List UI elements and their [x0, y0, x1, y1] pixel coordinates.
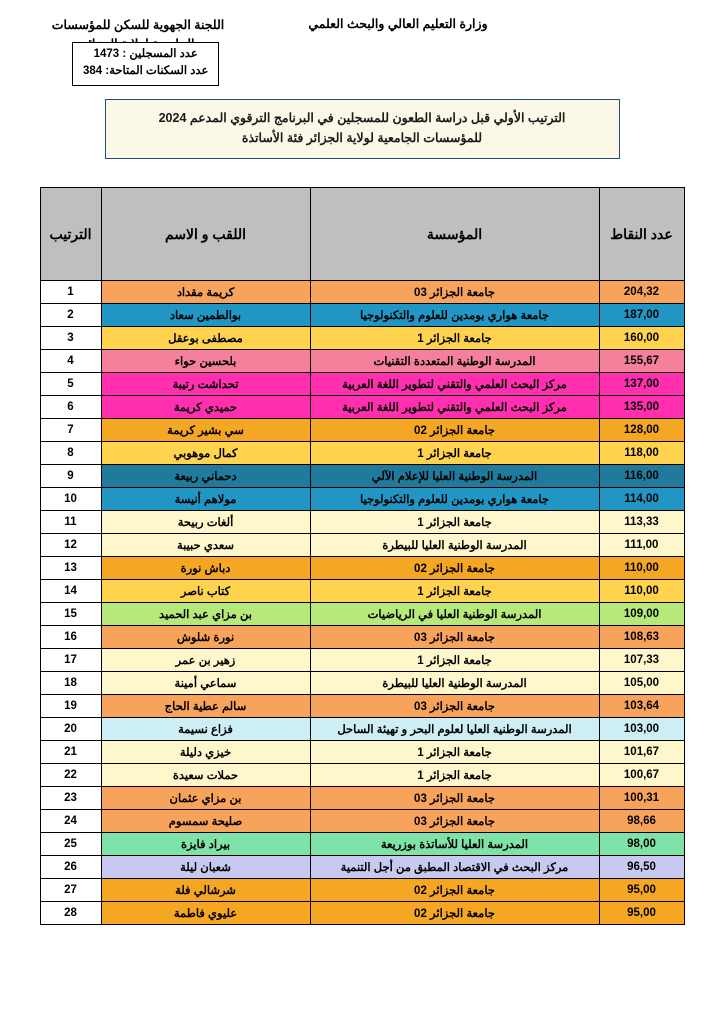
cell-points: 107,33	[599, 649, 684, 672]
table-row	[40, 304, 684, 327]
cell-points: 100,67	[599, 764, 684, 787]
table-row	[40, 373, 684, 396]
cell-institution: المدرسة الوطنية العليا للإعلام الآلي	[310, 465, 599, 488]
table-row	[40, 764, 684, 787]
cell-institution: جامعة الجزائر 02	[310, 902, 599, 925]
cell-rank: 8	[40, 442, 101, 465]
cell-institution: جامعة الجزائر 1	[310, 511, 599, 534]
cell-institution: مركز البحث العلمي والتقني لتطوير اللغة العربية	[310, 373, 599, 396]
cell-points: 109,00	[599, 603, 684, 626]
table-row	[40, 534, 684, 557]
table-row	[40, 787, 684, 810]
column-header-points: عدد النقاط	[599, 188, 684, 281]
cell-rank: 15	[40, 603, 101, 626]
ministry-heading: وزارة التعليم العالي والبحث العلمي	[308, 17, 488, 31]
table-row	[40, 557, 684, 580]
cell-name: كتاب ناصر	[101, 580, 310, 603]
cell-points: 137,00	[599, 373, 684, 396]
cell-institution: المدرسة الوطنية المتعددة التقنيات	[310, 350, 599, 373]
table-row	[40, 649, 684, 672]
cell-rank: 12	[40, 534, 101, 557]
cell-institution: جامعة الجزائر 03	[310, 810, 599, 833]
cell-name: شعبان ليلة	[101, 856, 310, 879]
cell-name: مصطفى بوعقل	[101, 327, 310, 350]
cell-name: تحداشت رتيبة	[101, 373, 310, 396]
committee-line-1: اللجنة الجهوية للسكن للمؤسسات	[51, 18, 225, 32]
cell-name: ألغات ربيحة	[101, 511, 310, 534]
cell-institution: جامعة الجزائر 03	[310, 281, 599, 304]
cell-institution: مركز البحث العلمي والتقني لتطوير اللغة العربية	[310, 396, 599, 419]
table-body	[40, 281, 684, 925]
table-row	[40, 718, 684, 741]
table-row	[40, 419, 684, 442]
cell-rank: 21	[40, 741, 101, 764]
cell-rank: 28	[40, 902, 101, 925]
cell-institution: جامعة الجزائر 1	[310, 580, 599, 603]
table-row	[40, 672, 684, 695]
table-row	[40, 603, 684, 626]
cell-rank: 17	[40, 649, 101, 672]
table-row	[40, 350, 684, 373]
table-row	[40, 580, 684, 603]
cell-institution: جامعة الجزائر 02	[310, 557, 599, 580]
cell-points: 95,00	[599, 879, 684, 902]
column-header-rank: الترتيب	[40, 188, 101, 281]
table-row	[40, 833, 684, 856]
table-row	[40, 741, 684, 764]
registered-count: عدد المسجلين : 1473	[93, 48, 198, 60]
cell-points: 111,00	[599, 534, 684, 557]
table-row	[40, 465, 684, 488]
available-count: عدد السكنات المتاحة: 384	[83, 65, 209, 78]
table-row	[40, 879, 684, 902]
cell-name: بوالطمين سعاد	[101, 304, 310, 327]
cell-name: سماعي أمينة	[101, 672, 310, 695]
cell-rank: 5	[40, 373, 101, 396]
table-row	[40, 902, 684, 925]
cell-rank: 2	[40, 304, 101, 327]
cell-rank: 25	[40, 833, 101, 856]
cell-rank: 1	[40, 281, 101, 304]
cell-institution: جامعة الجزائر 1	[310, 649, 599, 672]
cell-points: 116,00	[599, 465, 684, 488]
cell-rank: 20	[40, 718, 101, 741]
cell-rank: 19	[40, 695, 101, 718]
cell-points: 95,00	[599, 902, 684, 925]
cell-name: حملات سعيدة	[101, 764, 310, 787]
cell-points: 118,00	[599, 442, 684, 465]
table-row	[40, 695, 684, 718]
cell-points: 108,63	[599, 626, 684, 649]
table-row	[40, 810, 684, 833]
cell-points: 204,32	[599, 281, 684, 304]
cell-institution: جامعة هواري بومدين للعلوم والتكنولوجيا	[310, 488, 599, 511]
table-row	[40, 511, 684, 534]
table-header	[40, 188, 684, 281]
cell-rank: 18	[40, 672, 101, 695]
cell-rank: 4	[40, 350, 101, 373]
cell-points: 160,00	[599, 327, 684, 350]
cell-rank: 11	[40, 511, 101, 534]
cell-name: دباش نورة	[101, 557, 310, 580]
cell-points: 113,33	[599, 511, 684, 534]
cell-points: 96,50	[599, 856, 684, 879]
cell-institution: مركز البحث في الاقتصاد المطبق من أجل التنمية	[310, 856, 599, 879]
cell-rank: 23	[40, 787, 101, 810]
cell-institution: المدرسة الوطنية العليا في الرياضيات	[310, 603, 599, 626]
cell-rank: 14	[40, 580, 101, 603]
cell-institution: جامعة الجزائر 1	[310, 764, 599, 787]
cell-points: 155,67	[599, 350, 684, 373]
cell-rank: 9	[40, 465, 101, 488]
cell-points: 110,00	[599, 557, 684, 580]
cell-institution: جامعة الجزائر 1	[310, 327, 599, 350]
cell-rank: 22	[40, 764, 101, 787]
cell-name: عليوي فاطمة	[101, 902, 310, 925]
counts-box	[72, 42, 219, 86]
table-row	[40, 327, 684, 350]
column-header-institution: المؤسسة	[310, 188, 599, 281]
table-row	[40, 396, 684, 419]
cell-name: صليحة سمسوم	[101, 810, 310, 833]
title-line-1: الترتيب الأولي قبل دراسة الطعون للمسجلين في البرنامج الترقوي المدعم 2024	[158, 110, 566, 125]
table-row	[40, 626, 684, 649]
cell-institution: جامعة الجزائر 1	[310, 741, 599, 764]
cell-points: 135,00	[599, 396, 684, 419]
cell-rank: 7	[40, 419, 101, 442]
cell-points: 101,67	[599, 741, 684, 764]
cell-name: حميدي كريمة	[101, 396, 310, 419]
cell-name: خيزي دليلة	[101, 741, 310, 764]
table-row	[40, 281, 684, 304]
cell-points: 100,31	[599, 787, 684, 810]
cell-points: 114,00	[599, 488, 684, 511]
cell-institution: جامعة الجزائر 03	[310, 695, 599, 718]
cell-points: 187,00	[599, 304, 684, 327]
table-header-row	[40, 188, 684, 281]
cell-name: دحماني ربيعة	[101, 465, 310, 488]
cell-points: 110,00	[599, 580, 684, 603]
cell-rank: 24	[40, 810, 101, 833]
table-row	[40, 488, 684, 511]
cell-points: 105,00	[599, 672, 684, 695]
cell-rank: 26	[40, 856, 101, 879]
cell-name: مولاهم أنيسة	[101, 488, 310, 511]
cell-rank: 13	[40, 557, 101, 580]
table-row	[40, 442, 684, 465]
column-header-name: اللقب و الاسم	[101, 188, 310, 281]
title-line-2: للمؤسسات الجامعية لولاية الجزائر فئة الأساتذة	[241, 131, 483, 146]
cell-points: 128,00	[599, 419, 684, 442]
cell-name: بن مزاي عبد الحميد	[101, 603, 310, 626]
cell-points: 98,66	[599, 810, 684, 833]
cell-name: كريمة مقداد	[101, 281, 310, 304]
cell-institution: المدرسة الوطنية العليا لعلوم البحر و تهيئة الساحل	[310, 718, 599, 741]
cell-institution: جامعة هواري بومدين للعلوم والتكنولوجيا	[310, 304, 599, 327]
cell-institution: جامعة الجزائر 03	[310, 626, 599, 649]
cell-name: سالم عطية الحاج	[101, 695, 310, 718]
cell-name: بيراد فايزة	[101, 833, 310, 856]
cell-rank: 27	[40, 879, 101, 902]
cell-name: زهير بن عمر	[101, 649, 310, 672]
cell-name: بلحسين حواء	[101, 350, 310, 373]
cell-institution: المدرسة العليا للأساتذة بوزريعة	[310, 833, 599, 856]
cell-points: 103,00	[599, 718, 684, 741]
title-box	[105, 99, 620, 159]
cell-rank: 16	[40, 626, 101, 649]
cell-rank: 3	[40, 327, 101, 350]
cell-institution: المدرسة الوطنية العليا للبيطرة	[310, 534, 599, 557]
cell-name: سعدي حبيبة	[101, 534, 310, 557]
cell-name: شرشالي فلة	[101, 879, 310, 902]
cell-points: 98,00	[599, 833, 684, 856]
cell-institution: جامعة الجزائر 1	[310, 442, 599, 465]
table-row	[40, 856, 684, 879]
cell-name: كمال موهوبي	[101, 442, 310, 465]
cell-institution: جامعة الجزائر 03	[310, 787, 599, 810]
cell-name: فزاع نسيمة	[101, 718, 310, 741]
cell-rank: 10	[40, 488, 101, 511]
cell-name: سي بشير كريمة	[101, 419, 310, 442]
cell-institution: جامعة الجزائر 02	[310, 879, 599, 902]
cell-institution: جامعة الجزائر 02	[310, 419, 599, 442]
cell-points: 103,64	[599, 695, 684, 718]
cell-name: نورة شلوش	[101, 626, 310, 649]
ranking-table	[40, 187, 685, 925]
cell-rank: 6	[40, 396, 101, 419]
cell-institution: المدرسة الوطنية العليا للبيطرة	[310, 672, 599, 695]
cell-name: بن مزاي عثمان	[101, 787, 310, 810]
